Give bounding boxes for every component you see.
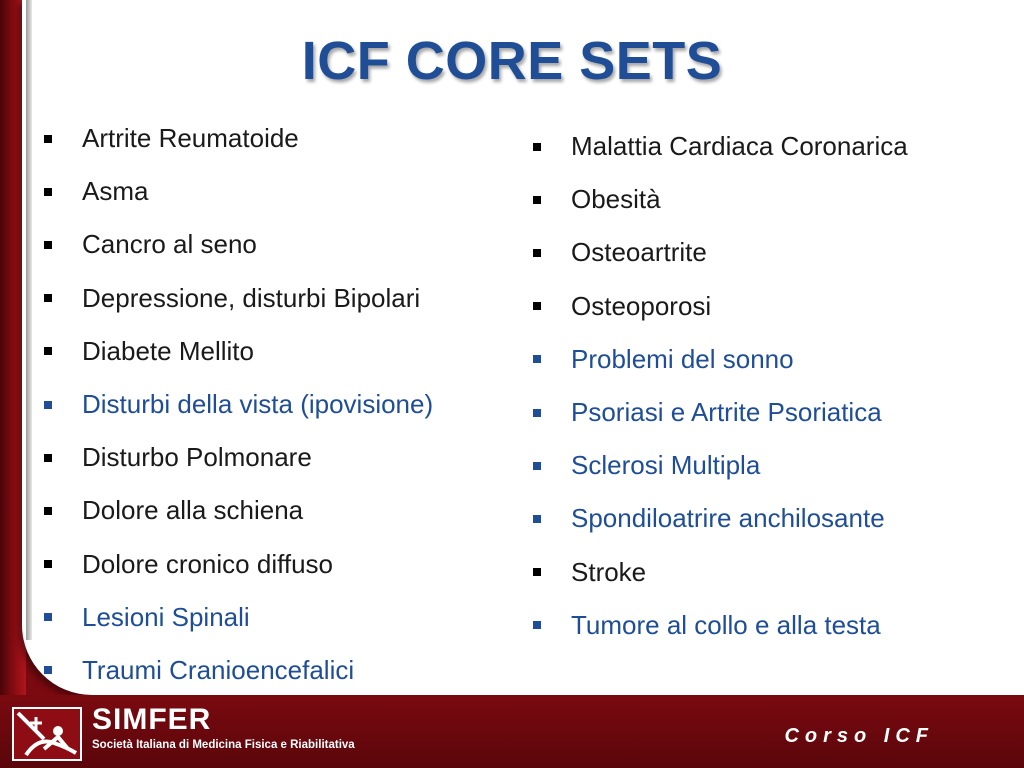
left-list <box>42 112 433 697</box>
list-item-label: Obesità <box>571 184 661 215</box>
list-item <box>531 386 908 439</box>
list-item-label: Stroke <box>571 556 647 587</box>
list-item-label: Depressione, disturbi Bipolari <box>82 282 421 313</box>
square-bullet-icon <box>533 462 541 470</box>
course-label: Corso ICF <box>784 725 934 747</box>
list-item <box>531 120 908 173</box>
square-bullet-icon <box>44 241 52 249</box>
list-item-label: Spondiloatrire anchilosante <box>571 503 885 534</box>
list-item-label: Sclerosi Multipla <box>571 450 761 481</box>
list-item <box>42 218 433 271</box>
list-item <box>531 439 908 492</box>
square-bullet-icon <box>533 355 541 363</box>
logo-name: SIMFER <box>92 703 212 736</box>
list-item-label: Disturbi della vista (ipovisione) <box>82 389 434 420</box>
list-item-label: Traumi Cranioencefalici <box>82 654 355 685</box>
square-bullet-icon <box>44 347 52 355</box>
list-item <box>42 378 433 431</box>
square-bullet-icon <box>44 188 52 196</box>
list-item <box>42 538 433 591</box>
list-item-label: Asma <box>82 176 149 207</box>
square-bullet-icon <box>533 515 541 523</box>
list-item <box>42 272 433 325</box>
list-item <box>42 165 433 218</box>
square-bullet-icon <box>44 401 52 409</box>
list-item-label: Tumore al collo e alla testa <box>571 609 881 640</box>
square-bullet-icon <box>533 409 541 417</box>
logo-subtitle: Società Italiana di Medicina Fisica e Riabilitativa <box>92 739 355 751</box>
list-item <box>42 591 433 644</box>
list-item-label: Dolore alla schiena <box>82 495 304 526</box>
square-bullet-icon <box>44 135 52 143</box>
list-item-label: Cancro al seno <box>82 229 257 260</box>
square-bullet-icon <box>533 143 541 151</box>
square-bullet-icon <box>44 454 52 462</box>
list-item-label: Dolore cronico diffuso <box>82 548 333 579</box>
panel-edge <box>26 0 32 640</box>
list-item <box>531 173 908 226</box>
footer-bar <box>0 695 1024 768</box>
list-item-label: Disturbo Polmonare <box>82 442 312 473</box>
square-bullet-icon <box>44 560 52 568</box>
square-bullet-icon <box>533 568 541 576</box>
list-item-label: Problemi del sonno <box>571 343 794 374</box>
list-item <box>531 599 908 652</box>
list-item-label: Malattia Cardiaca Coronarica <box>571 131 908 162</box>
square-bullet-icon <box>44 294 52 302</box>
list-item-label: Osteoporosi <box>571 290 712 321</box>
slide-title: ICF CORE SETS <box>301 31 723 91</box>
list-item <box>42 484 433 537</box>
list-item-label: Diabete Mellito <box>82 335 254 366</box>
list-item <box>531 546 908 599</box>
list-item-label: Osteoartrite <box>571 237 707 268</box>
square-bullet-icon <box>44 613 52 621</box>
simfer-logo-icon <box>12 707 82 761</box>
square-bullet-icon <box>44 507 52 515</box>
square-bullet-icon <box>533 249 541 257</box>
right-list <box>531 120 908 652</box>
square-bullet-icon <box>44 666 52 674</box>
square-bullet-icon <box>533 302 541 310</box>
square-bullet-icon <box>533 621 541 629</box>
list-item-label: Lesioni Spinali <box>82 601 250 632</box>
list-item <box>42 325 433 378</box>
list-item <box>531 333 908 386</box>
list-item <box>531 492 908 545</box>
list-item-label: Psoriasi e Artrite Psoriatica <box>571 397 882 428</box>
list-item <box>42 644 433 697</box>
square-bullet-icon <box>533 196 541 204</box>
list-item-label: Artrite Reumatoide <box>82 123 299 154</box>
list-item <box>531 226 908 279</box>
list-item <box>42 431 433 484</box>
list-item <box>42 112 433 165</box>
list-item <box>531 280 908 333</box>
